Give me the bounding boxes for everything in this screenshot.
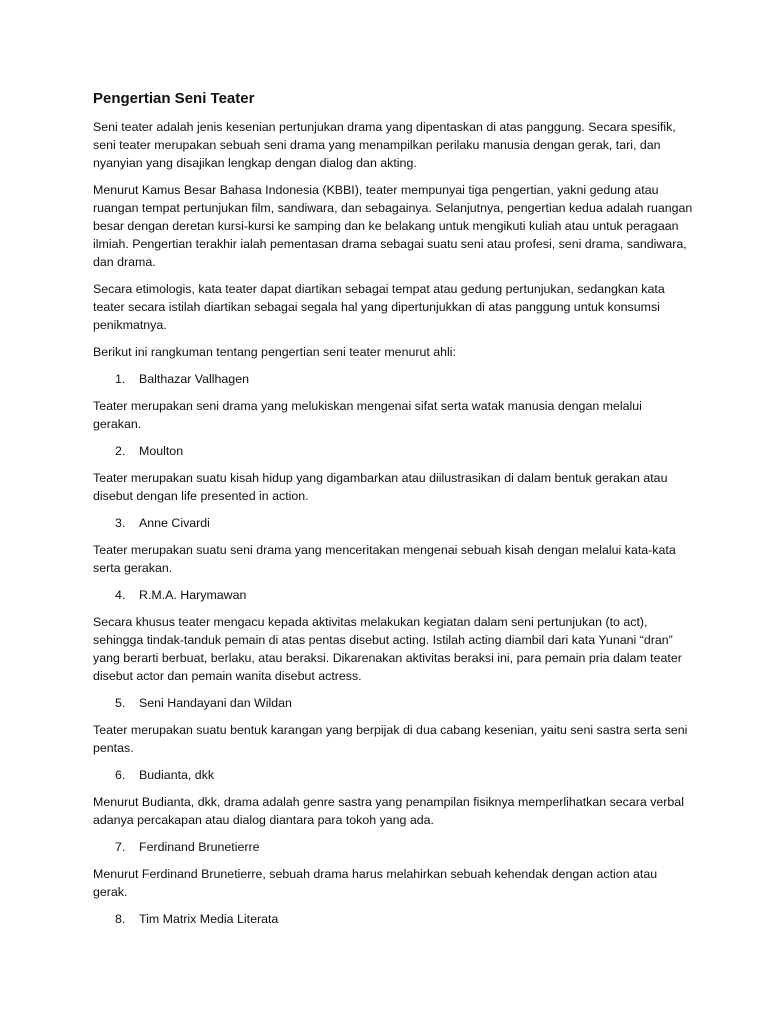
expert-name: Budianta, dkk	[139, 768, 215, 782]
list-number: 6.	[115, 768, 126, 782]
expert-definition: Teater merupakan suatu kisah hidup yang digambarkan atau diilustrasikan di dalam bentuk gerakan atau disebut dengan life presented in action.	[93, 471, 668, 503]
intro-paragraph: Menurut Kamus Besar Bahasa Indonesia (KBBI), teater mempunyai tiga pengertian, yakni gedung atau ruangan tempat pertunjukan film, sandiwara, dan sebagainya. Selanjutnya, pengertian kedua adalah ruangan besar dengan deretan kursi-kursi ke samping dan ke belakang untuk mengikuti kuliah atau untuk peragaan ilmiah. Pengertian terakhir ialah pementasan drama sebagai suatu seni atau profesi, seni drama, sandiwara, dan drama.	[93, 183, 693, 269]
list-number: 1.	[115, 372, 126, 386]
list-number: 7.	[115, 840, 126, 854]
expert-name: Anne Civardi	[139, 516, 210, 530]
intro-paragraph: Secara etimologis, kata teater dapat diartikan sebagai tempat atau gedung pertunjukan, sedangkan kata teater secara istilah diartikan sebagai segala hal yang dipertunjukkan di atas panggung untuk konsumsi penikmatnya.	[93, 282, 665, 332]
expert-name: Seni Handayani dan Wildan	[139, 696, 292, 710]
expert-definition: Teater merupakan seni drama yang melukiskan mengenai sifat serta watak manusia dengan melalui gerakan.	[93, 399, 642, 431]
expert-name: Tim Matrix Media Literata	[139, 912, 279, 926]
expert-definition: Teater merupakan suatu seni drama yang menceritakan mengenai sebuah kisah dengan melalui kata-kata serta gerakan.	[93, 543, 676, 575]
list-number: 8.	[115, 912, 126, 926]
expert-definition: Menurut Ferdinand Brunetierre, sebuah drama harus melahirkan sebuah kehendak dengan action atau gerak.	[93, 867, 658, 899]
page-title: Pengertian Seni Teater	[93, 90, 255, 107]
expert-list-item	[93, 910, 693, 928]
list-number: 2.	[115, 444, 126, 458]
expert-definition: Menurut Budianta, dkk, drama adalah genre sastra yang penampilan fisiknya memperlihatkan secara verbal adanya percakapan atau dialog diantara para tokoh yang ada.	[93, 795, 684, 827]
document-page	[93, 89, 693, 937]
expert-list-item	[93, 838, 693, 856]
expert-name: Balthazar Vallhagen	[139, 372, 249, 386]
expert-name: Ferdinand Brunetierre	[139, 840, 260, 854]
expert-list-item	[93, 694, 693, 712]
expert-list-item	[93, 370, 693, 388]
expert-definition: Secara khusus teater mengacu kepada aktivitas melakukan kegiatan dalam seni pertunjukan (to act), sehingga tindak-tanduk pemain di atas pentas disebut acting. Istilah acting diambil dari kata Yunani “dran” yang berarti berbuat, berlaku, atau beraksi. Dikarenakan aktivitas beraksi ini, para pemain pria dalam teater disebut actor dan pemain wanita disebut actress.	[93, 615, 682, 683]
expert-list-item	[93, 586, 693, 604]
expert-list-item	[93, 514, 693, 532]
list-number: 4.	[115, 588, 126, 602]
intro-paragraph: Berikut ini rangkuman tentang pengertian seni teater menurut ahli:	[93, 345, 456, 359]
list-number: 3.	[115, 516, 126, 530]
expert-name: R.M.A. Harymawan	[139, 588, 247, 602]
expert-list-item	[93, 442, 693, 460]
intro-paragraph: Seni teater adalah jenis kesenian pertunjukan drama yang dipentaskan di atas panggung. Secara spesifik, seni teater merupakan sebuah seni drama yang menampilkan perilaku manusia dengan gerak, tari, dan nyanyian yang disajikan lengkap dengan dialog dan akting.	[93, 120, 676, 170]
expert-definition: Teater merupakan suatu bentuk karangan yang berpijak di dua cabang kesenian, yaitu seni sastra serta seni pentas.	[93, 723, 688, 755]
list-number: 5.	[115, 696, 126, 710]
expert-list-item	[93, 766, 693, 784]
expert-name: Moulton	[139, 444, 184, 458]
